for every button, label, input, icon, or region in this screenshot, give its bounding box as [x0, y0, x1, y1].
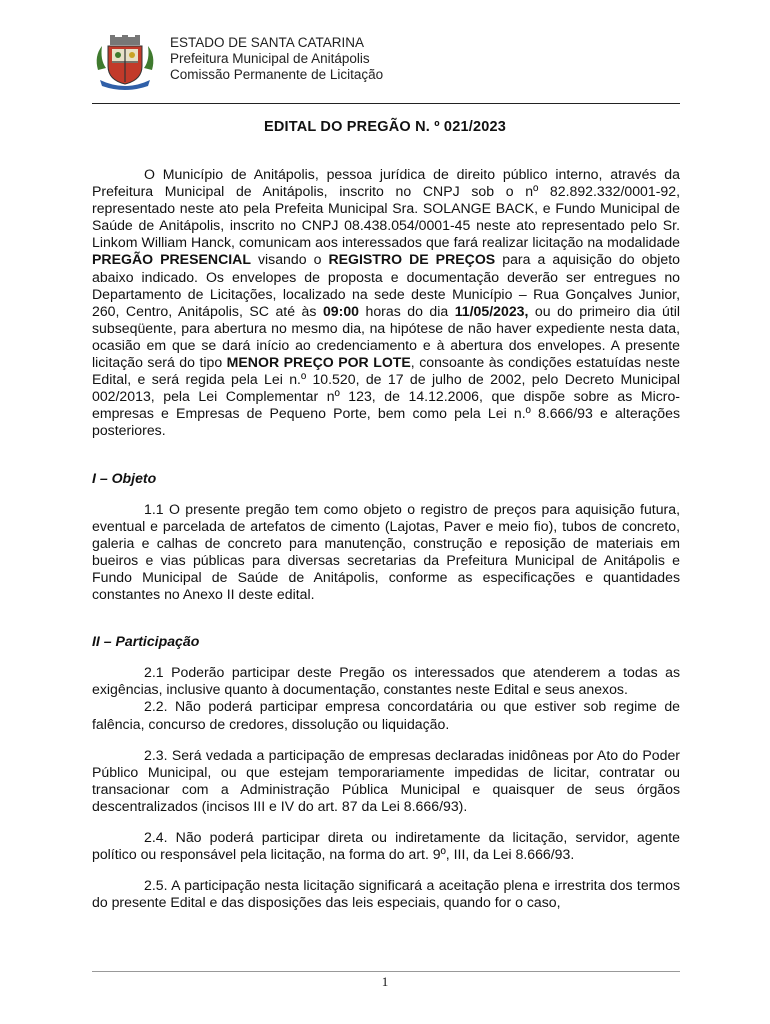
- modality-bold: PREGÃO PRESENCIAL: [92, 251, 251, 268]
- clause-2-4: 2.4. Não poderá participar direta ou indiretamente da licitação, servidor, agente político ou responsável pela licitação, na forma do art. 9º, III, da Lei 8.666/93.: [92, 829, 680, 863]
- clause-2-1: 2.1 Poderão participar deste Pregão os interessados que atenderem a todas as exigências, inclusive quanto à documentação, constantes neste Edital e seus anexos.: [92, 664, 680, 698]
- footer-divider: [92, 971, 680, 972]
- letterhead: [92, 32, 682, 92]
- clause-2-2: 2.2. Não poderá participar empresa concordatária ou que estiver sob regime de falência, concurso de credores, dissolução ou liquidação.: [92, 698, 680, 732]
- intro-text-5: ou do primeiro dia útil subseqüente, para abertura no mesmo dia, na hipótese de não haver expediente nesta data, ocasião em que se dará início ao credenciamento e à abertura dos envelopes. A presente licitação será do tipo: [92, 302, 680, 371]
- clause-1-1: 1.1 O presente pregão tem como objeto o registro de preços para aquisição futura, eventual e parcelada de artefatos de cimento (Lajotas, Paver e meio fio), tubos de concreto, galeria e calhas de concreto para manutenção, construção e reposição de materiais em bueiros e vias públicas para diversas secretarias da Prefeitura Municipal de Anitápolis e Fundo Municipal de Saúde de Anitápolis, conforme as especificações e quantidades constantes no Anexo II deste edital.: [92, 500, 680, 603]
- intro-text-3: para a aquisição do objeto abaixo indicado. Os envelopes de proposta e documentação deverão ser entregues no Departamento de Licitações, localizado na sede deste Município – Rua Gonçalves Junior, 260, Centro, Anitápolis, SC até às: [92, 251, 681, 319]
- letterhead-text: [170, 35, 383, 83]
- page-number: 1: [381, 974, 389, 989]
- document-title: EDITAL DO PREGÃO N. º 021/2023: [263, 119, 507, 135]
- municipal-coat-of-arms: [92, 34, 158, 92]
- clause-2-3: 2.3. Será vedada a participação de empresas declaradas inidôneas por Ato do Poder Público Municipal, ou que estejam temporariamente impedidas de licitar, contratar ou transacionar com a Administração Pública Municipal e quaisquer de seus órgãos descentralizados (incisos III e IV do art. 87 da Lei 8.666/93).: [92, 746, 680, 814]
- intro-text-6: , consoante às condições estatuídas neste Edital, e será regida pela Lei n.º 10.520, de 17 de julho de 2002, pelo Decreto Municipal 002/2013, pela Lei Complementar nº 123, de 14.12.2006, que dispõe sobre as Micro-empresas e Empresas de Pequeno Porte, bem como pela Lei n.º 8.666/93 e alterações posteriores.: [92, 354, 680, 439]
- type-bold: MENOR PREÇO POR LOTE: [226, 354, 411, 371]
- section-heading-objeto: I – Objeto: [92, 469, 157, 486]
- header-divider: [92, 103, 680, 104]
- time-bold: 09:00: [322, 302, 359, 319]
- intro-text-4: horas do dia: [359, 302, 455, 319]
- intro-text-1: O Município de Anitápolis, pessoa jurídica de direito público interno, através da Prefeitura Municipal de Anitápolis, inscrito no CNPJ sob o nº 82.892.332/0001-92, representado neste ato pela Prefeita Municipal Sra. SOLANGE BACK, e Fundo Municipal de Saúde de Anitápolis, inscrito no CNPJ 08.438.054/0001-45 neste ato representado pelo Sr. Linkom William Hanck, comunicam aos interessados que fará realizar licitação na modalidade: [92, 166, 680, 251]
- state-name: ESTADO DE SANTA CATARINA: [170, 35, 365, 50]
- date-bold: 11/05/2023,: [454, 302, 529, 319]
- section-heading-participacao: II – Participação: [92, 633, 200, 650]
- clause-2-5: 2.5. A participação nesta licitação significará a aceitação plena e irrestrita dos termos do presente Edital e das disposições das leis especiais, quando for o caso,: [92, 877, 680, 911]
- commission-name: Comissão Permanente de Licitação: [170, 67, 384, 82]
- intro-text-2: visando o: [250, 251, 329, 268]
- registry-bold: REGISTRO DE PREÇOS: [328, 251, 496, 268]
- document-body: [92, 166, 680, 911]
- prefecture-name: Prefeitura Municipal de Anitápolis: [170, 51, 370, 66]
- intro-paragraph: [92, 166, 680, 440]
